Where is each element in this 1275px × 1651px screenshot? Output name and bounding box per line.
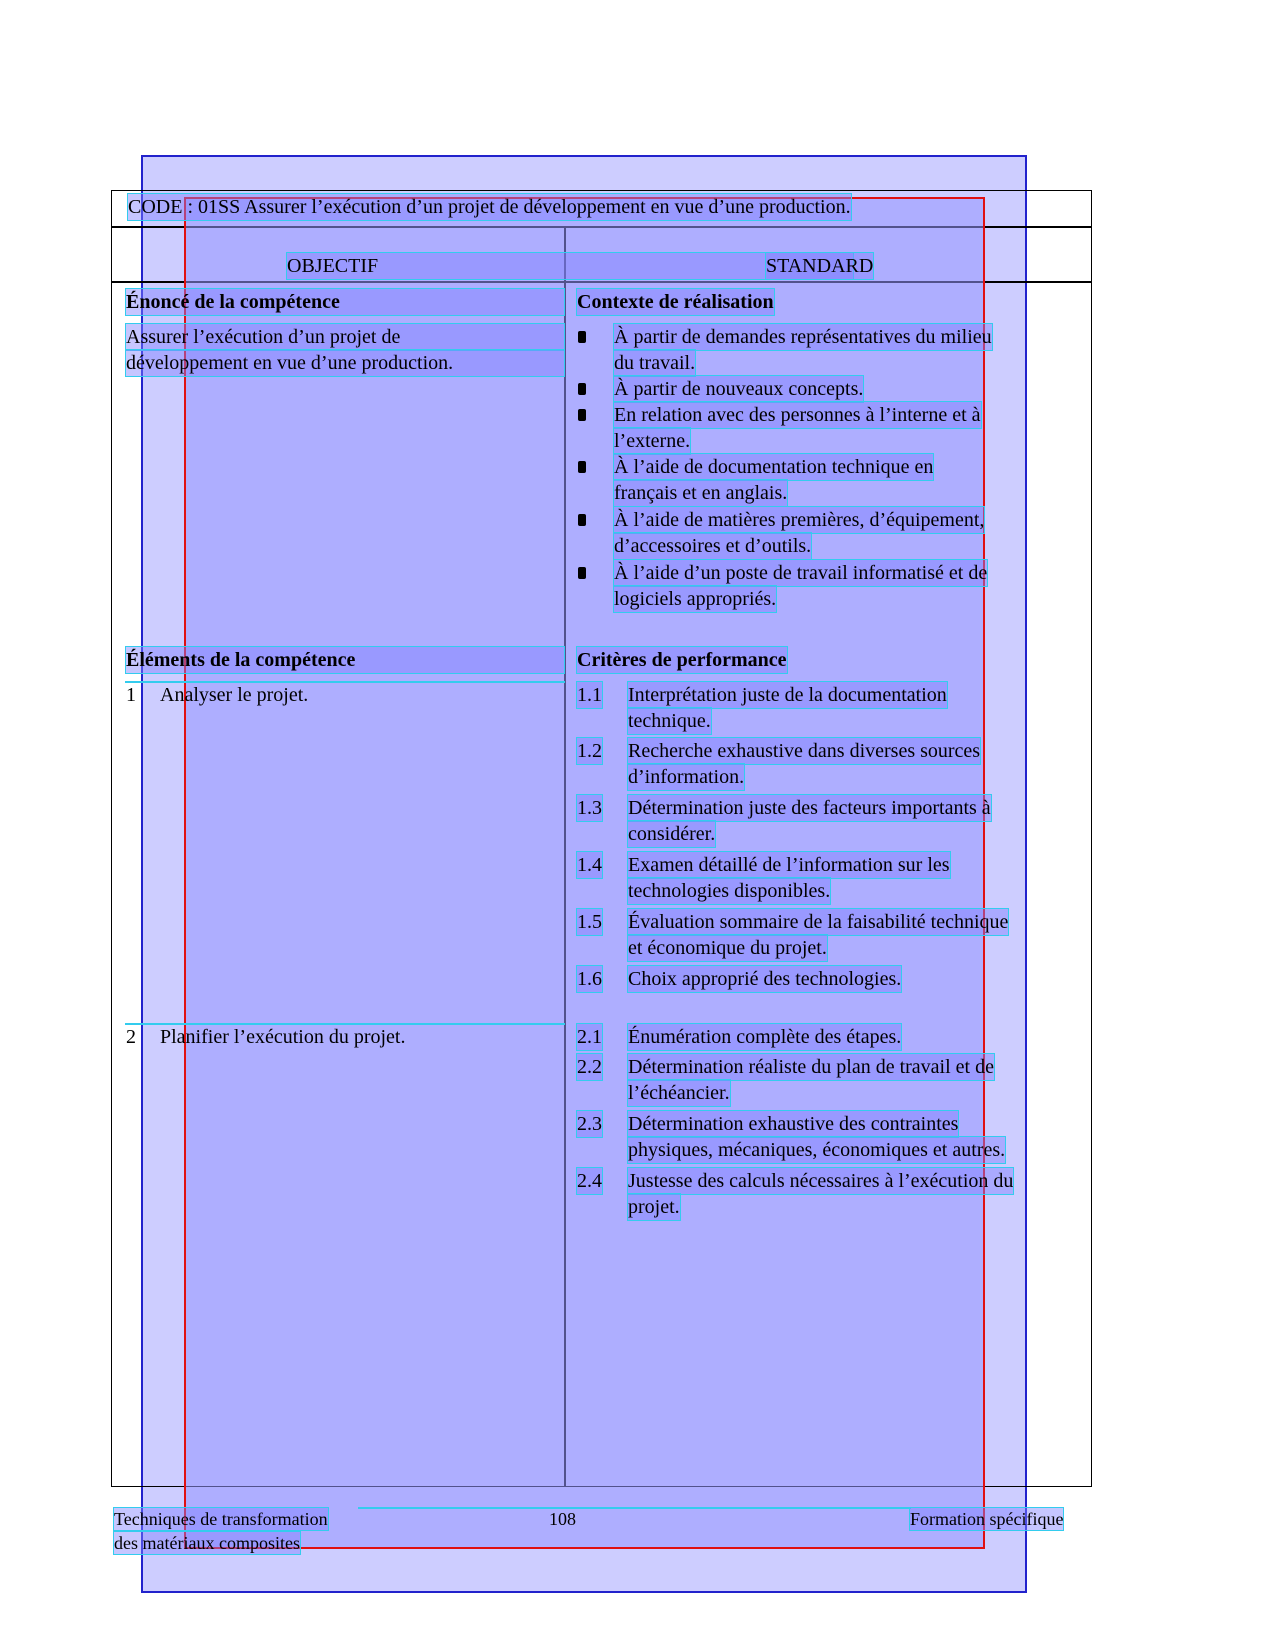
critere-line: d’information. [628, 766, 745, 788]
critere-line: Détermination juste des facteurs importants à [628, 797, 991, 819]
footer-section: Formation spécifique [910, 1509, 1064, 1529]
critere-number: 1.1 [577, 684, 602, 706]
critere-number: 2.2 [577, 1056, 602, 1078]
element-number: 1 [126, 684, 136, 706]
enonce-line: développement en vue d’une production. [126, 350, 564, 376]
contexte-line: À partir de nouveaux concepts. [614, 378, 864, 400]
bullet-icon [578, 331, 586, 343]
contexte-line: À l’aide de matières premières, d’équipement, [614, 509, 985, 531]
critere-line: technologies disponibles. [628, 880, 831, 902]
bullet-icon [578, 409, 586, 421]
footer-program-line: des matériaux composites [114, 1533, 300, 1553]
critere-line: l’échéancier. [628, 1082, 730, 1104]
critere-number: 1.3 [577, 797, 602, 819]
critere-number: 2.4 [577, 1170, 602, 1192]
criteres-title: Critères de performance [577, 649, 787, 671]
critere-line: Énumération complète des étapes. [628, 1026, 902, 1048]
critere-line: Détermination réaliste du plan de travail et de [628, 1056, 994, 1078]
element-text: Analyser le projet. [160, 684, 309, 706]
contexte-line: du travail. [614, 352, 696, 374]
critere-number: 1.6 [577, 968, 602, 990]
critere-line: Recherche exhaustive dans diverses sources [628, 740, 981, 762]
element-number: 2 [126, 1026, 136, 1048]
enonce-title: Énoncé de la compétence [126, 289, 564, 315]
contexte-line: français et en anglais. [614, 482, 788, 504]
critere-number: 2.3 [577, 1113, 602, 1135]
contexte-line: d’accessoires et d’outils. [614, 535, 812, 557]
critere-line: Examen détaillé de l’information sur les [628, 854, 950, 876]
critere-line: Choix approprié des technologies. [628, 968, 902, 990]
critere-number: 1.5 [577, 911, 602, 933]
critere-line: Justesse des calculs nécessaires à l’exécution du [628, 1170, 1014, 1192]
objectif-header: OBJECTIF [287, 253, 853, 279]
critere-line: et économique du projet. [628, 937, 827, 959]
contexte-line: logiciels appropriés. [614, 588, 777, 610]
critere-line: physiques, mécaniques, économiques et autres. [628, 1139, 1006, 1161]
critere-number: 1.4 [577, 854, 602, 876]
contexte-line: En relation avec des personnes à l’interne et à [614, 404, 981, 426]
critere-line: Détermination exhaustive des contraintes [628, 1113, 959, 1135]
critere-line: projet. [628, 1196, 680, 1218]
page-number: 108 [549, 1509, 576, 1529]
critere-line: technique. [628, 710, 711, 732]
bullet-icon [578, 461, 586, 473]
element-text: Planifier l’exécution du projet. [160, 1026, 406, 1048]
contexte-title: Contexte de réalisation [577, 291, 774, 313]
critere-number: 2.1 [577, 1026, 602, 1048]
contexte-line: À partir de demandes représentatives du milieu [614, 326, 992, 348]
enonce-line: Assurer l’exécution d’un projet de [126, 324, 564, 350]
elements-title: Éléments de la compétence [126, 647, 564, 673]
critere-line: Évaluation sommaire de la faisabilité technique [628, 911, 1009, 933]
contexte-line: l’externe. [614, 430, 691, 452]
critere-line: Interprétation juste de la documentation [628, 684, 947, 706]
critere-line: considérer. [628, 823, 716, 845]
critere-number: 1.2 [577, 740, 602, 762]
standard-header: STANDARD [766, 255, 874, 277]
bullet-icon [578, 567, 586, 579]
footer-program-line: Techniques de transformation [114, 1509, 328, 1529]
bullet-icon [578, 514, 586, 526]
contexte-line: À l’aide d’un poste de travail informatisé et de [614, 562, 988, 584]
contexte-line: À l’aide de documentation technique en [614, 456, 934, 478]
code-line: CODE : 01SS Assurer l’exécution d’un projet de développement en vue d’une production. [128, 196, 851, 218]
bullet-icon [578, 383, 586, 395]
